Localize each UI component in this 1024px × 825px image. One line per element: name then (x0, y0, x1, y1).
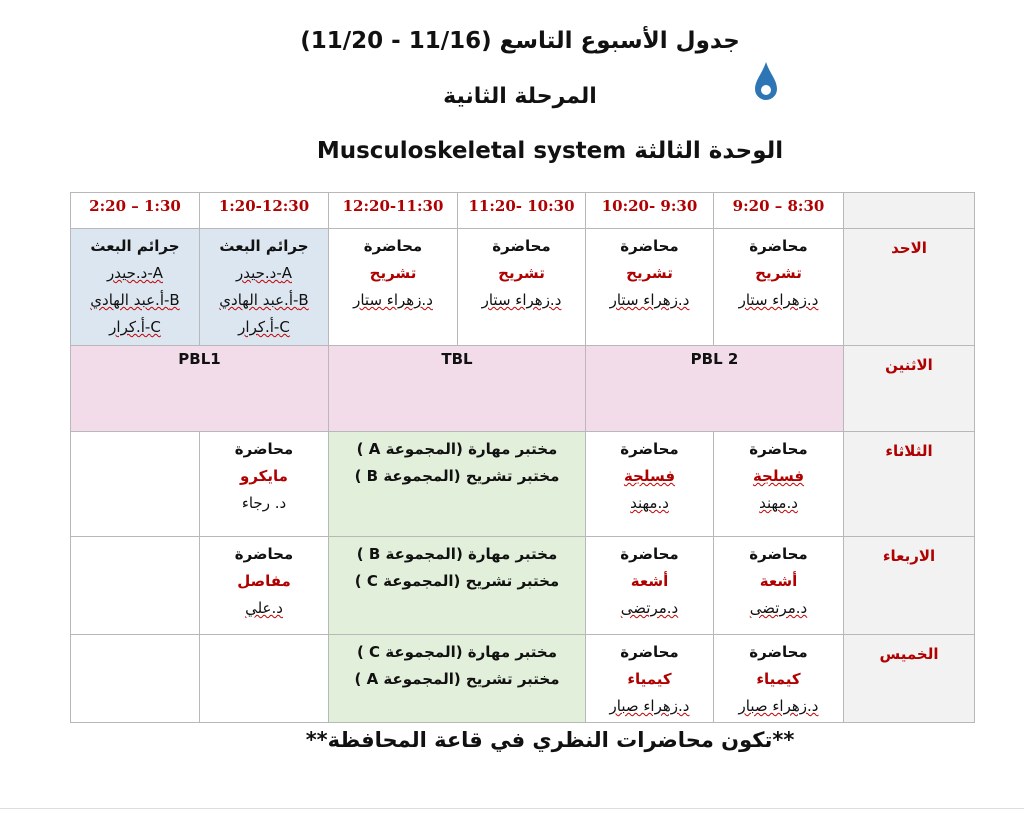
wednesday-joints-slot-5 (200, 537, 329, 635)
doctor-name: د.مرتضى (620, 599, 679, 617)
doctor-name: د.زهراء ستار (738, 291, 819, 309)
thursday-chem-slot-2 (586, 635, 714, 723)
subject-chemistry: كيمياء (627, 670, 672, 688)
subject-anatomy: تشريح (498, 264, 545, 282)
lecture-label: محاضرة (620, 643, 679, 661)
skill-lab: مختبر مهارة (المجموعة A ) (356, 440, 558, 458)
doctor-name: د.مهند (630, 494, 669, 512)
thursday-empty-slot-6 (71, 635, 200, 723)
tuesday-labs (329, 432, 586, 537)
lecture-label: محاضرة (749, 643, 808, 661)
time-slot-5: 1:20-12:30 (200, 193, 329, 229)
thursday-labs (329, 635, 586, 723)
research-group-a: A-د.حيدر (235, 264, 293, 282)
monday-tbl: TBL (329, 346, 586, 432)
row-monday (71, 346, 975, 432)
sunday-lecture-slot-2 (586, 229, 714, 346)
wednesday-empty-slot-6 (71, 537, 200, 635)
wednesday-radiology-slot-2 (586, 537, 714, 635)
anatomy-lab: مختبر تشريح (المجموعة C ) (354, 572, 560, 590)
lecture-label: محاضرة (749, 440, 808, 458)
time-slot-6: 2:20 – 1:30 (71, 193, 200, 229)
wednesday-radiology-slot-1 (714, 537, 844, 635)
time-slot-3: 11:20- 10:30 (458, 193, 586, 229)
lecture-label: محاضرة (363, 237, 423, 255)
research-group-c: C-أ.كرار (238, 318, 290, 336)
time-slot-2: 10:20- 9:30 (586, 193, 714, 229)
sunday-research-slot-5 (200, 229, 329, 346)
sunday-lecture-slot-3 (458, 229, 586, 346)
doctor-name: د.مهند (759, 494, 798, 512)
research-title: جرائم البعث (219, 237, 309, 255)
tuesday-physio-slot-2 (586, 432, 714, 537)
day-wednesday: الاربعاء (844, 537, 975, 635)
lecture-label: محاضرة (749, 545, 808, 563)
lecture-label: محاضرة (492, 237, 551, 255)
subject-joints: مفاصل (237, 572, 291, 590)
row-thursday (71, 635, 975, 723)
research-group-c: C-أ.كرار (109, 318, 161, 336)
doctor-name: د.زهراء ستار (481, 291, 562, 309)
sunday-lecture-slot-4 (329, 229, 458, 346)
tuesday-micro-slot-5 (200, 432, 329, 537)
stage-title: المرحلة الثانية (443, 84, 597, 109)
subject-radiology: أشعة (759, 572, 798, 590)
research-group-a: A-د.حيدر (106, 264, 164, 282)
lecture-label: محاضرة (620, 440, 679, 458)
subject-radiology: أشعة (630, 572, 669, 590)
monday-pbl2: PBL 2 (586, 346, 844, 432)
anatomy-lab: مختبر تشريح (المجموعة A ) (354, 670, 560, 688)
time-header-row (71, 193, 975, 229)
footer-note: **تكون محاضرات النظري في قاعة المحافظة** (305, 728, 795, 752)
row-sunday (71, 229, 975, 346)
lecture-label: محاضرة (234, 440, 294, 458)
anatomy-lab: مختبر تشريح (المجموعة B ) (354, 467, 560, 485)
doctor-name: د.مرتضى (749, 599, 808, 617)
tuesday-empty-slot-6 (71, 432, 200, 537)
wednesday-labs (329, 537, 586, 635)
sunday-lecture-slot-1 (714, 229, 844, 346)
subject-anatomy: تشريح (626, 264, 673, 282)
thursday-empty-slot-5 (200, 635, 329, 723)
skill-lab: مختبر مهارة (المجموعة C ) (356, 643, 558, 661)
schedule-table (70, 192, 975, 723)
subject-anatomy: تشريح (755, 264, 802, 282)
day-monday: الاثنين (844, 346, 975, 432)
lecture-label: محاضرة (620, 545, 679, 563)
row-tuesday (71, 432, 975, 537)
monday-pbl1: PBL1 (71, 346, 329, 432)
lecture-label: محاضرة (749, 237, 808, 255)
unit-title: الوحدة الثالثة Musculoskeletal system (316, 138, 784, 164)
day-sunday: الاحد (844, 229, 975, 346)
doctor-name: د.علي (245, 599, 283, 617)
bottom-divider (0, 808, 1024, 809)
lecture-label: محاضرة (234, 545, 294, 563)
doctor-name: د.زهراء صبار (738, 697, 819, 715)
subject-chemistry: كيمياء (756, 670, 801, 688)
sunday-research-slot-6 (71, 229, 200, 346)
subject-anatomy: تشريح (369, 264, 417, 282)
time-slot-1: 9:20 – 8:30 (714, 193, 844, 229)
tuesday-physio-slot-1 (714, 432, 844, 537)
corner-cell (844, 193, 975, 229)
doctor-name: د.زهراء ستار (353, 291, 433, 309)
day-thursday: الخميس (844, 635, 975, 723)
schedule-title: جدول الأسبوع التاسع (11/16 - 11/20) (300, 28, 740, 54)
thursday-chem-slot-1 (714, 635, 844, 723)
lecture-label: محاضرة (620, 237, 679, 255)
research-title: جرائم البعث (90, 237, 180, 255)
subject-micro: مايكرو (240, 467, 288, 485)
row-wednesday (71, 537, 975, 635)
subject-physiology: فسلجة (752, 467, 805, 485)
doctor-name: د.زهراء ستار (609, 291, 690, 309)
skill-lab: مختبر مهارة (المجموعة B ) (356, 545, 558, 563)
day-tuesday: الثلاثاء (844, 432, 975, 537)
doctor-name: د.زهراء صبار (609, 697, 690, 715)
research-group-b: B-أ.عبد الهادي (90, 291, 180, 309)
water-drop-icon (750, 60, 782, 104)
time-slot-4: 12:20-11:30 (329, 193, 458, 229)
subject-physiology: فسلجة (623, 467, 676, 485)
doctor-name: د. رجاء (241, 494, 287, 512)
research-group-b: B-أ.عبد الهادي (219, 291, 309, 309)
